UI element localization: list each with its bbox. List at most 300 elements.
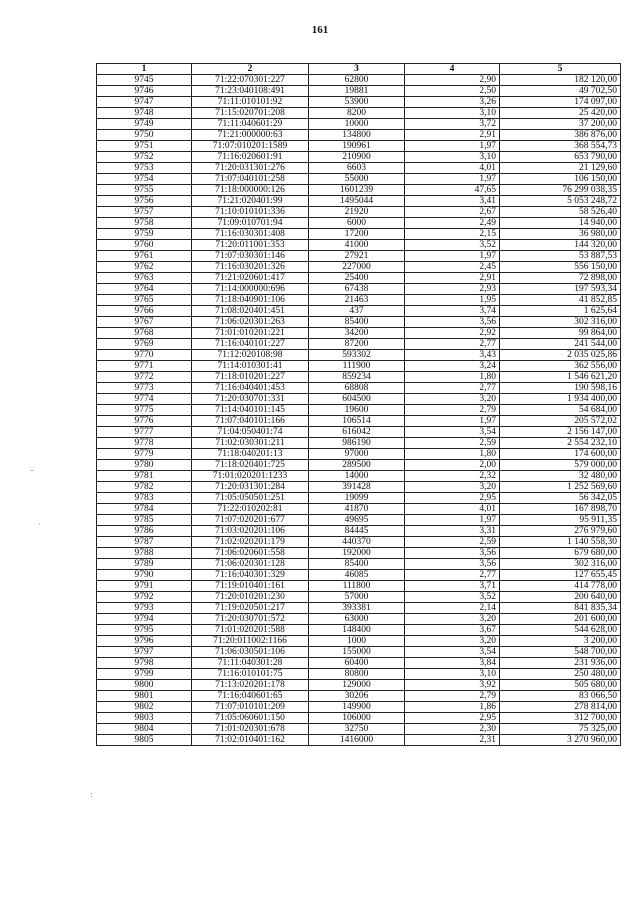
area-cell: 134800 — [309, 130, 405, 141]
row-number-cell: 9787 — [97, 537, 192, 548]
area-cell: 32750 — [309, 724, 405, 735]
area-cell: 21463 — [309, 295, 405, 306]
value-cell: 2 035 025,86 — [500, 350, 621, 361]
rate-cell: 2,45 — [405, 262, 500, 273]
table-row — [97, 97, 621, 108]
value-cell: 386 876,00 — [500, 130, 621, 141]
rate-cell: 2,59 — [405, 537, 500, 548]
rate-cell: 2,91 — [405, 130, 500, 141]
cadastral-number-cell: 71:07:040101:166 — [192, 416, 309, 427]
cadastral-number-cell: 71:14:000000:696 — [192, 284, 309, 295]
area-cell: 41000 — [309, 240, 405, 251]
rate-cell: 3,54 — [405, 427, 500, 438]
cadastral-number-cell: 71:07:010201:1589 — [192, 141, 309, 152]
cadastral-number-cell: 71:03:020201:106 — [192, 526, 309, 537]
table-row — [97, 471, 621, 482]
area-cell: 41870 — [309, 504, 405, 515]
cadastral-number-cell: 71:11:040601:29 — [192, 119, 309, 130]
area-cell: 391428 — [309, 482, 405, 493]
cadastral-number-cell: 71:01:020201:1233 — [192, 471, 309, 482]
area-cell: 106000 — [309, 713, 405, 724]
row-number-cell: 9764 — [97, 284, 192, 295]
table-body — [97, 75, 621, 746]
row-number-cell: 9798 — [97, 658, 192, 669]
area-cell: 289500 — [309, 460, 405, 471]
row-number-cell: 9791 — [97, 581, 192, 592]
row-number-cell: 9799 — [97, 669, 192, 680]
cadastral-number-cell: 71:08:020401:451 — [192, 306, 309, 317]
table-row — [97, 262, 621, 273]
area-cell: 437 — [309, 306, 405, 317]
table-row — [97, 515, 621, 526]
page-number: 161 — [311, 24, 329, 36]
area-cell: 14000 — [309, 471, 405, 482]
cadastral-number-cell: 71:07:010101:209 — [192, 702, 309, 713]
table-row — [97, 713, 621, 724]
table-row — [97, 317, 621, 328]
value-cell: 241 544,00 — [500, 339, 621, 350]
row-number-cell: 9796 — [97, 636, 192, 647]
table-row — [97, 163, 621, 174]
table-row — [97, 537, 621, 548]
area-cell: 227000 — [309, 262, 405, 273]
cadastral-number-cell: 71:16:040101:227 — [192, 339, 309, 350]
row-number-cell: 9790 — [97, 570, 192, 581]
value-cell: 250 480,00 — [500, 669, 621, 680]
rate-cell: 2,31 — [405, 735, 500, 746]
row-number-cell: 9780 — [97, 460, 192, 471]
table-row — [97, 273, 621, 284]
rate-cell: 2,93 — [405, 284, 500, 295]
table-row — [97, 625, 621, 636]
rate-cell: 2,90 — [405, 75, 500, 86]
table-row — [97, 218, 621, 229]
row-number-cell: 9792 — [97, 592, 192, 603]
area-cell: 192000 — [309, 548, 405, 559]
area-cell: 84445 — [309, 526, 405, 537]
table-row — [97, 174, 621, 185]
value-cell: 841 835,34 — [500, 603, 621, 614]
value-cell: 505 680,00 — [500, 680, 621, 691]
row-number-cell: 9748 — [97, 108, 192, 119]
rate-cell: 3,20 — [405, 394, 500, 405]
rate-cell: 3,71 — [405, 581, 500, 592]
area-cell: 6603 — [309, 163, 405, 174]
area-cell: 97000 — [309, 449, 405, 460]
rate-cell: 1,80 — [405, 372, 500, 383]
rate-cell: 3,20 — [405, 482, 500, 493]
cadastral-number-cell: 71:16:020601:91 — [192, 152, 309, 163]
row-number-cell: 9774 — [97, 394, 192, 405]
rate-cell: 2,91 — [405, 273, 500, 284]
table-row — [97, 735, 621, 746]
area-cell: 986190 — [309, 438, 405, 449]
area-cell: 155000 — [309, 647, 405, 658]
table-row — [97, 196, 621, 207]
value-cell: 302 316,00 — [500, 317, 621, 328]
row-number-cell: 9801 — [97, 691, 192, 702]
row-number-cell: 9783 — [97, 493, 192, 504]
cadastral-number-cell: 71:07:040101:258 — [192, 174, 309, 185]
rate-cell: 3,92 — [405, 680, 500, 691]
table-row — [97, 185, 621, 196]
cadastral-number-cell: 71:02:020201:179 — [192, 537, 309, 548]
value-cell: 2 554 232,10 — [500, 438, 621, 449]
rate-cell: 3,26 — [405, 97, 500, 108]
area-cell: 859234 — [309, 372, 405, 383]
table-row — [97, 504, 621, 515]
area-cell: 604500 — [309, 394, 405, 405]
value-cell: 167 898,70 — [500, 504, 621, 515]
area-cell: 60400 — [309, 658, 405, 669]
cadastral-number-cell: 71:23:040108:491 — [192, 86, 309, 97]
value-cell: 205 572,02 — [500, 416, 621, 427]
table-row — [97, 350, 621, 361]
rate-cell: 1,97 — [405, 515, 500, 526]
cadastral-number-cell: 71:10:010101:336 — [192, 207, 309, 218]
cadastral-number-cell: 71:06:020301:263 — [192, 317, 309, 328]
value-cell: 37 200,00 — [500, 119, 621, 130]
rate-cell: 3,56 — [405, 548, 500, 559]
row-number-cell: 9750 — [97, 130, 192, 141]
rate-cell: 3,10 — [405, 669, 500, 680]
rate-cell: 2,30 — [405, 724, 500, 735]
rate-cell: 1,97 — [405, 251, 500, 262]
row-number-cell: 9758 — [97, 218, 192, 229]
cadastral-number-cell: 71:07:020201:677 — [192, 515, 309, 526]
rate-cell: 2,67 — [405, 207, 500, 218]
table-row — [97, 570, 621, 581]
value-cell: 106 150,00 — [500, 174, 621, 185]
area-cell: 80800 — [309, 669, 405, 680]
rate-cell: 3,10 — [405, 152, 500, 163]
value-cell: 548 700,00 — [500, 647, 621, 658]
row-number-cell: 9768 — [97, 328, 192, 339]
table-row — [97, 592, 621, 603]
cadastral-number-cell: 71:20:030701:331 — [192, 394, 309, 405]
value-cell: 76 299 038,35 — [500, 185, 621, 196]
area-cell: 10000 — [309, 119, 405, 130]
row-number-cell: 9746 — [97, 86, 192, 97]
value-cell: 58 526,40 — [500, 207, 621, 218]
rate-cell: 2,15 — [405, 229, 500, 240]
rate-cell: 2,32 — [405, 471, 500, 482]
table-row — [97, 130, 621, 141]
table-row — [97, 383, 621, 394]
value-cell: 312 700,00 — [500, 713, 621, 724]
cadastral-number-cell: 71:18:000000:126 — [192, 185, 309, 196]
cadastral-number-cell: 71:11:040301:28 — [192, 658, 309, 669]
row-number-cell: 9782 — [97, 482, 192, 493]
rate-cell: 3,20 — [405, 614, 500, 625]
cadastral-number-cell: 71:18:010201:227 — [192, 372, 309, 383]
cadastral-number-cell: 71:20:031301:284 — [192, 482, 309, 493]
cadastral-number-cell: 71:09:010701:94 — [192, 218, 309, 229]
table-row — [97, 702, 621, 713]
row-number-cell: 9772 — [97, 372, 192, 383]
area-cell: 49695 — [309, 515, 405, 526]
cadastral-number-cell: 71:02:030301:211 — [192, 438, 309, 449]
cadastral-number-cell: 71:20:011002:1166 — [192, 636, 309, 647]
table-row — [97, 438, 621, 449]
area-cell: 149900 — [309, 702, 405, 713]
row-number-cell: 9767 — [97, 317, 192, 328]
cadastral-number-cell: 71:15:020701:208 — [192, 108, 309, 119]
rate-cell: 3,24 — [405, 361, 500, 372]
area-cell: 17200 — [309, 229, 405, 240]
value-cell: 278 814,00 — [500, 702, 621, 713]
table-row — [97, 460, 621, 471]
table-row — [97, 427, 621, 438]
cadastral-number-cell: 71:19:010401:161 — [192, 581, 309, 592]
value-cell: 83 066,50 — [500, 691, 621, 702]
value-cell: 49 702,50 — [500, 86, 621, 97]
value-cell: 75 325,00 — [500, 724, 621, 735]
cadastral-number-cell: 71:20:010201:230 — [192, 592, 309, 603]
row-number-cell: 9793 — [97, 603, 192, 614]
rate-cell: 2,77 — [405, 383, 500, 394]
value-cell: 302 316,00 — [500, 559, 621, 570]
row-number-cell: 9745 — [97, 75, 192, 86]
row-number-cell: 9754 — [97, 174, 192, 185]
table-row — [97, 526, 621, 537]
table-row — [97, 636, 621, 647]
area-cell: 62800 — [309, 75, 405, 86]
area-cell: 1601239 — [309, 185, 405, 196]
area-cell: 68808 — [309, 383, 405, 394]
area-cell: 148400 — [309, 625, 405, 636]
area-cell: 25400 — [309, 273, 405, 284]
cadastral-number-cell: 71:06:030501:106 — [192, 647, 309, 658]
rate-cell: 3,52 — [405, 592, 500, 603]
value-cell: 3 270 960,00 — [500, 735, 621, 746]
value-cell: 53 887,53 — [500, 251, 621, 262]
rate-cell: 2,59 — [405, 438, 500, 449]
area-cell: 593302 — [309, 350, 405, 361]
rate-cell: 1,97 — [405, 174, 500, 185]
row-number-cell: 9778 — [97, 438, 192, 449]
row-number-cell: 9775 — [97, 405, 192, 416]
row-number-cell: 9753 — [97, 163, 192, 174]
value-cell: 276 979,60 — [500, 526, 621, 537]
value-cell: 201 600,00 — [500, 614, 621, 625]
value-cell: 231 936,00 — [500, 658, 621, 669]
rate-cell: 47,65 — [405, 185, 500, 196]
table-row — [97, 559, 621, 570]
rate-cell: 1,80 — [405, 449, 500, 460]
cadastral-number-cell: 71:20:031301:276 — [192, 163, 309, 174]
column-header-1: 1 — [97, 64, 192, 75]
value-cell: 190 598,16 — [500, 383, 621, 394]
table-row — [97, 482, 621, 493]
table-row — [97, 691, 621, 702]
value-cell: 1 625,64 — [500, 306, 621, 317]
area-cell: 57000 — [309, 592, 405, 603]
table-row — [97, 548, 621, 559]
rate-cell: 3,74 — [405, 306, 500, 317]
value-cell: 72 898,00 — [500, 273, 621, 284]
rate-cell: 2,14 — [405, 603, 500, 614]
cadastral-number-cell: 71:12:020108:98 — [192, 350, 309, 361]
area-cell: 85400 — [309, 559, 405, 570]
table-row — [97, 141, 621, 152]
table-row — [97, 405, 621, 416]
cadastral-number-cell: 71:22:010202:81 — [192, 504, 309, 515]
value-cell: 36 980,00 — [500, 229, 621, 240]
row-number-cell: 9804 — [97, 724, 192, 735]
table-row — [97, 229, 621, 240]
area-cell: 27921 — [309, 251, 405, 262]
cadastral-number-cell: 71:02:010401:162 — [192, 735, 309, 746]
row-number-cell: 9794 — [97, 614, 192, 625]
rate-cell: 3,56 — [405, 317, 500, 328]
rate-cell: 3,20 — [405, 636, 500, 647]
row-number-cell: 9800 — [97, 680, 192, 691]
cadastral-number-cell: 71:21:020401:99 — [192, 196, 309, 207]
table-row — [97, 361, 621, 372]
rate-cell: 3,67 — [405, 625, 500, 636]
table-row — [97, 614, 621, 625]
cadastral-number-cell: 71:18:040901:106 — [192, 295, 309, 306]
cadastral-number-cell: 71:16:030301:408 — [192, 229, 309, 240]
cadastral-number-cell: 71:19:020501:217 — [192, 603, 309, 614]
table-row — [97, 152, 621, 163]
value-cell: 144 320,00 — [500, 240, 621, 251]
table-row — [97, 251, 621, 262]
cadastral-number-cell: 71:06:020601:558 — [192, 548, 309, 559]
cadastral-number-cell: 71:01:010201:221 — [192, 328, 309, 339]
row-number-cell: 9761 — [97, 251, 192, 262]
rate-cell: 2,92 — [405, 328, 500, 339]
table-row — [97, 449, 621, 460]
area-cell: 129000 — [309, 680, 405, 691]
column-header-3: 3 — [309, 64, 405, 75]
area-cell: 1416000 — [309, 735, 405, 746]
rate-cell: 2,79 — [405, 405, 500, 416]
cadastral-number-cell: 71:18:020401:725 — [192, 460, 309, 471]
value-cell: 56 342,05 — [500, 493, 621, 504]
cadastral-number-cell: 71:01:020201:588 — [192, 625, 309, 636]
cadastral-number-cell: 71:07:030301:146 — [192, 251, 309, 262]
table-row — [97, 295, 621, 306]
area-cell: 53900 — [309, 97, 405, 108]
rate-cell: 2,79 — [405, 691, 500, 702]
rate-cell: 4,01 — [405, 163, 500, 174]
rate-cell: 3,56 — [405, 559, 500, 570]
cadastral-number-cell: 71:14:040101:145 — [192, 405, 309, 416]
table-row — [97, 372, 621, 383]
value-cell: 2 156 147,00 — [500, 427, 621, 438]
value-cell: 25 420,00 — [500, 108, 621, 119]
row-number-cell: 9776 — [97, 416, 192, 427]
table-header-row — [97, 64, 621, 75]
row-number-cell: 9786 — [97, 526, 192, 537]
rate-cell: 1,97 — [405, 141, 500, 152]
cadastral-number-cell: 71:16:030201:326 — [192, 262, 309, 273]
cadastral-number-cell: 71:01:020301:678 — [192, 724, 309, 735]
rate-cell: 3,72 — [405, 119, 500, 130]
rate-cell: 2,00 — [405, 460, 500, 471]
land-plots-table — [96, 63, 621, 746]
row-number-cell: 9795 — [97, 625, 192, 636]
cadastral-number-cell: 71:16:010101:75 — [192, 669, 309, 680]
table-row — [97, 493, 621, 504]
value-cell: 182 120,00 — [500, 75, 621, 86]
column-header-5: 5 — [500, 64, 621, 75]
cadastral-number-cell: 71:05:060601:150 — [192, 713, 309, 724]
row-number-cell: 9789 — [97, 559, 192, 570]
row-number-cell: 9755 — [97, 185, 192, 196]
value-cell: 200 640,00 — [500, 592, 621, 603]
area-cell: 440370 — [309, 537, 405, 548]
row-number-cell: 9777 — [97, 427, 192, 438]
row-number-cell: 9773 — [97, 383, 192, 394]
table-row — [97, 680, 621, 691]
rate-cell: 3,10 — [405, 108, 500, 119]
area-cell: 616042 — [309, 427, 405, 438]
area-cell: 1000 — [309, 636, 405, 647]
table-row — [97, 284, 621, 295]
area-cell: 46085 — [309, 570, 405, 581]
value-cell: 3 200,00 — [500, 636, 621, 647]
cadastral-number-cell: 71:04:050401:74 — [192, 427, 309, 438]
area-cell: 210900 — [309, 152, 405, 163]
area-cell: 8200 — [309, 108, 405, 119]
value-cell: 5 053 248,72 — [500, 196, 621, 207]
rate-cell: 3,31 — [405, 526, 500, 537]
row-number-cell: 9749 — [97, 119, 192, 130]
value-cell: 174 600,00 — [500, 449, 621, 460]
row-number-cell: 9797 — [97, 647, 192, 658]
cadastral-number-cell: 71:16:040401:453 — [192, 383, 309, 394]
area-cell: 106514 — [309, 416, 405, 427]
rate-cell: 2,95 — [405, 713, 500, 724]
row-number-cell: 9759 — [97, 229, 192, 240]
table-row — [97, 416, 621, 427]
rate-cell: 4,01 — [405, 504, 500, 515]
row-number-cell: 9803 — [97, 713, 192, 724]
row-number-cell: 9785 — [97, 515, 192, 526]
table-row — [97, 603, 621, 614]
row-number-cell: 9805 — [97, 735, 192, 746]
cadastral-number-cell: 71:05:050501:251 — [192, 493, 309, 504]
area-cell: 63000 — [309, 614, 405, 625]
row-number-cell: 9757 — [97, 207, 192, 218]
row-number-cell: 9784 — [97, 504, 192, 515]
area-cell: 111800 — [309, 581, 405, 592]
value-cell: 1 934 400,00 — [500, 394, 621, 405]
row-number-cell: 9747 — [97, 97, 192, 108]
value-cell: 174 097,00 — [500, 97, 621, 108]
rate-cell: 2,50 — [405, 86, 500, 97]
value-cell: 99 864,00 — [500, 328, 621, 339]
rate-cell: 3,52 — [405, 240, 500, 251]
row-number-cell: 9788 — [97, 548, 192, 559]
cadastral-number-cell: 71:18:040201:13 — [192, 449, 309, 460]
area-cell: 111900 — [309, 361, 405, 372]
cadastral-number-cell: 71:22:070301:227 — [192, 75, 309, 86]
table-row — [97, 86, 621, 97]
area-cell: 30206 — [309, 691, 405, 702]
column-header-2: 2 — [192, 64, 309, 75]
value-cell: 21 129,60 — [500, 163, 621, 174]
rate-cell: 1,97 — [405, 416, 500, 427]
value-cell: 127 655,45 — [500, 570, 621, 581]
table-row — [97, 339, 621, 350]
table-row — [97, 119, 621, 130]
table-row — [97, 240, 621, 251]
value-cell: 14 940,00 — [500, 218, 621, 229]
